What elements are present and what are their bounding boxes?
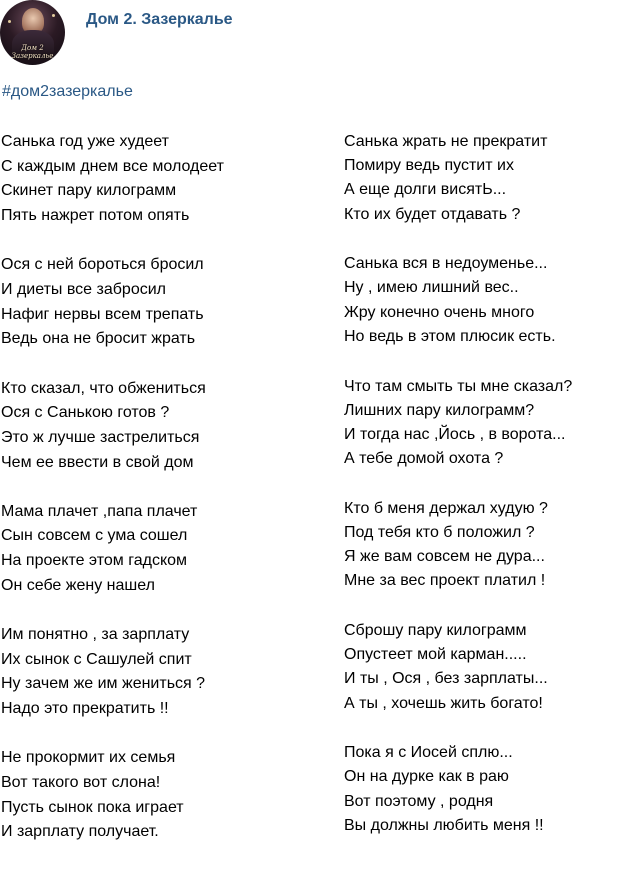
poem-line: Их сынок с Сашулей спит bbox=[1, 650, 192, 668]
poem-line: Скинет пару килограмм bbox=[1, 182, 177, 200]
poem-column-left bbox=[1, 130, 321, 870]
poem-line: Не прокормит их семья bbox=[1, 749, 176, 767]
poem-line: А еще долги висятЬ... bbox=[344, 181, 507, 199]
poem-stanza bbox=[344, 619, 634, 716]
sparkle-icon bbox=[8, 20, 11, 23]
poem-line: Санька жрать не прекратит bbox=[344, 133, 548, 150]
poem-line: Пока я с Иосей сплю... bbox=[344, 744, 513, 762]
poem-line: Надо это прекратить !! bbox=[1, 700, 169, 718]
poem-line: А тебе домой охота ? bbox=[344, 450, 504, 468]
poem-line: Кто их будет отдавать ? bbox=[344, 205, 521, 223]
poem-line: Кто б меня держал худую ? bbox=[344, 499, 548, 517]
poem-line: Опустеет мой карман..... bbox=[344, 646, 527, 664]
poem-line: Чем ее ввести в свой дом bbox=[1, 453, 194, 471]
poem-stanza bbox=[1, 500, 321, 599]
poem-line: Под тебя кто б положил ? bbox=[344, 523, 535, 541]
poem-line: Пять нажрет потом опять bbox=[1, 207, 190, 225]
poem-stanza bbox=[344, 130, 634, 227]
group-name-link[interactable]: Дом 2. Зазеркалье bbox=[86, 11, 233, 28]
poem-line: Санька год уже худеет bbox=[1, 133, 169, 150]
hashtag-link[interactable]: #дом2зазеркалье bbox=[2, 83, 133, 100]
poem-line: А ты , хочешь жить богато! bbox=[344, 694, 543, 712]
poem-line: Сын совсем с ума сошел bbox=[1, 527, 188, 545]
avatar-logo-text: Дом 2 Зазеркалье bbox=[11, 44, 54, 60]
poem-line: Нафиг нервы всем трепать bbox=[1, 305, 204, 323]
poem-stanza bbox=[344, 741, 634, 838]
poem-line: На проекте этом гадском bbox=[1, 552, 188, 570]
poem-line: Вот поэтому , родня bbox=[344, 792, 494, 810]
poem-line: Ося с Санькою готов ? bbox=[1, 404, 170, 422]
poem-line: Помиру ведь пустит их bbox=[344, 157, 514, 175]
poem-line: Мне за вес проект платил ! bbox=[344, 572, 546, 590]
poem-line: Санька вся в недоуменье... bbox=[344, 255, 548, 273]
poem-line: И тогда нас ,Йось , в ворота... bbox=[344, 425, 566, 443]
poem-line: Ося с ней бороться бросил bbox=[1, 256, 204, 274]
poem-line: Кто сказал, что обжениться bbox=[1, 379, 206, 397]
poem-line: Вы должны любить меня !! bbox=[344, 816, 544, 834]
poem-stanza bbox=[344, 497, 634, 594]
group-avatar[interactable] bbox=[0, 0, 65, 65]
poem-line: Жру конечно очень много bbox=[344, 303, 535, 321]
post-header bbox=[0, 0, 640, 70]
poem-line: Он себе жену нашел bbox=[1, 576, 155, 594]
poem-stanza bbox=[1, 253, 321, 352]
poem-line: Это ж лучше застрелиться bbox=[1, 428, 200, 446]
poem-line: Я же вам совсем не дура... bbox=[344, 548, 545, 566]
poem-line: Он на дурке как в раю bbox=[344, 768, 509, 786]
poem-line: Ведь она не бросит жрать bbox=[1, 330, 196, 348]
poem-line: Пусть сынок пока играет bbox=[1, 798, 184, 816]
poem-stanza bbox=[1, 377, 321, 476]
poem-line: Мама плачет ,папа плачет bbox=[1, 502, 198, 520]
poem-line: Что там смыть ты мне сказал? bbox=[344, 377, 573, 395]
poem-line: И ты , Ося , без зарплаты... bbox=[344, 670, 548, 688]
poem-line: И зарплату получает. bbox=[1, 823, 159, 841]
sparkle-icon bbox=[52, 14, 55, 17]
poem-line: С каждым днем все молодеет bbox=[1, 157, 224, 175]
poem-line: Но ведь в этом плюсик есть. bbox=[344, 327, 556, 345]
poem-column-right bbox=[344, 130, 634, 864]
poem-stanza bbox=[1, 130, 321, 229]
poem-line: Ну , имею лишний вес.. bbox=[344, 279, 519, 297]
poem-line: Ну зачем же им жениться ? bbox=[1, 675, 206, 693]
poem-line: Им понятно , за зарплату bbox=[1, 626, 190, 643]
poem-line: И диеты все забросил bbox=[1, 280, 166, 298]
poem-line: Вот такого вот слона! bbox=[1, 773, 161, 791]
poem-stanza bbox=[1, 623, 321, 722]
poem-line: Сброшу пару килограмм bbox=[344, 622, 527, 639]
poem-line: Лишних пару килограмм? bbox=[344, 401, 535, 419]
poem-stanza bbox=[344, 375, 634, 472]
poem-stanza bbox=[1, 746, 321, 845]
poem-stanza bbox=[344, 252, 634, 349]
